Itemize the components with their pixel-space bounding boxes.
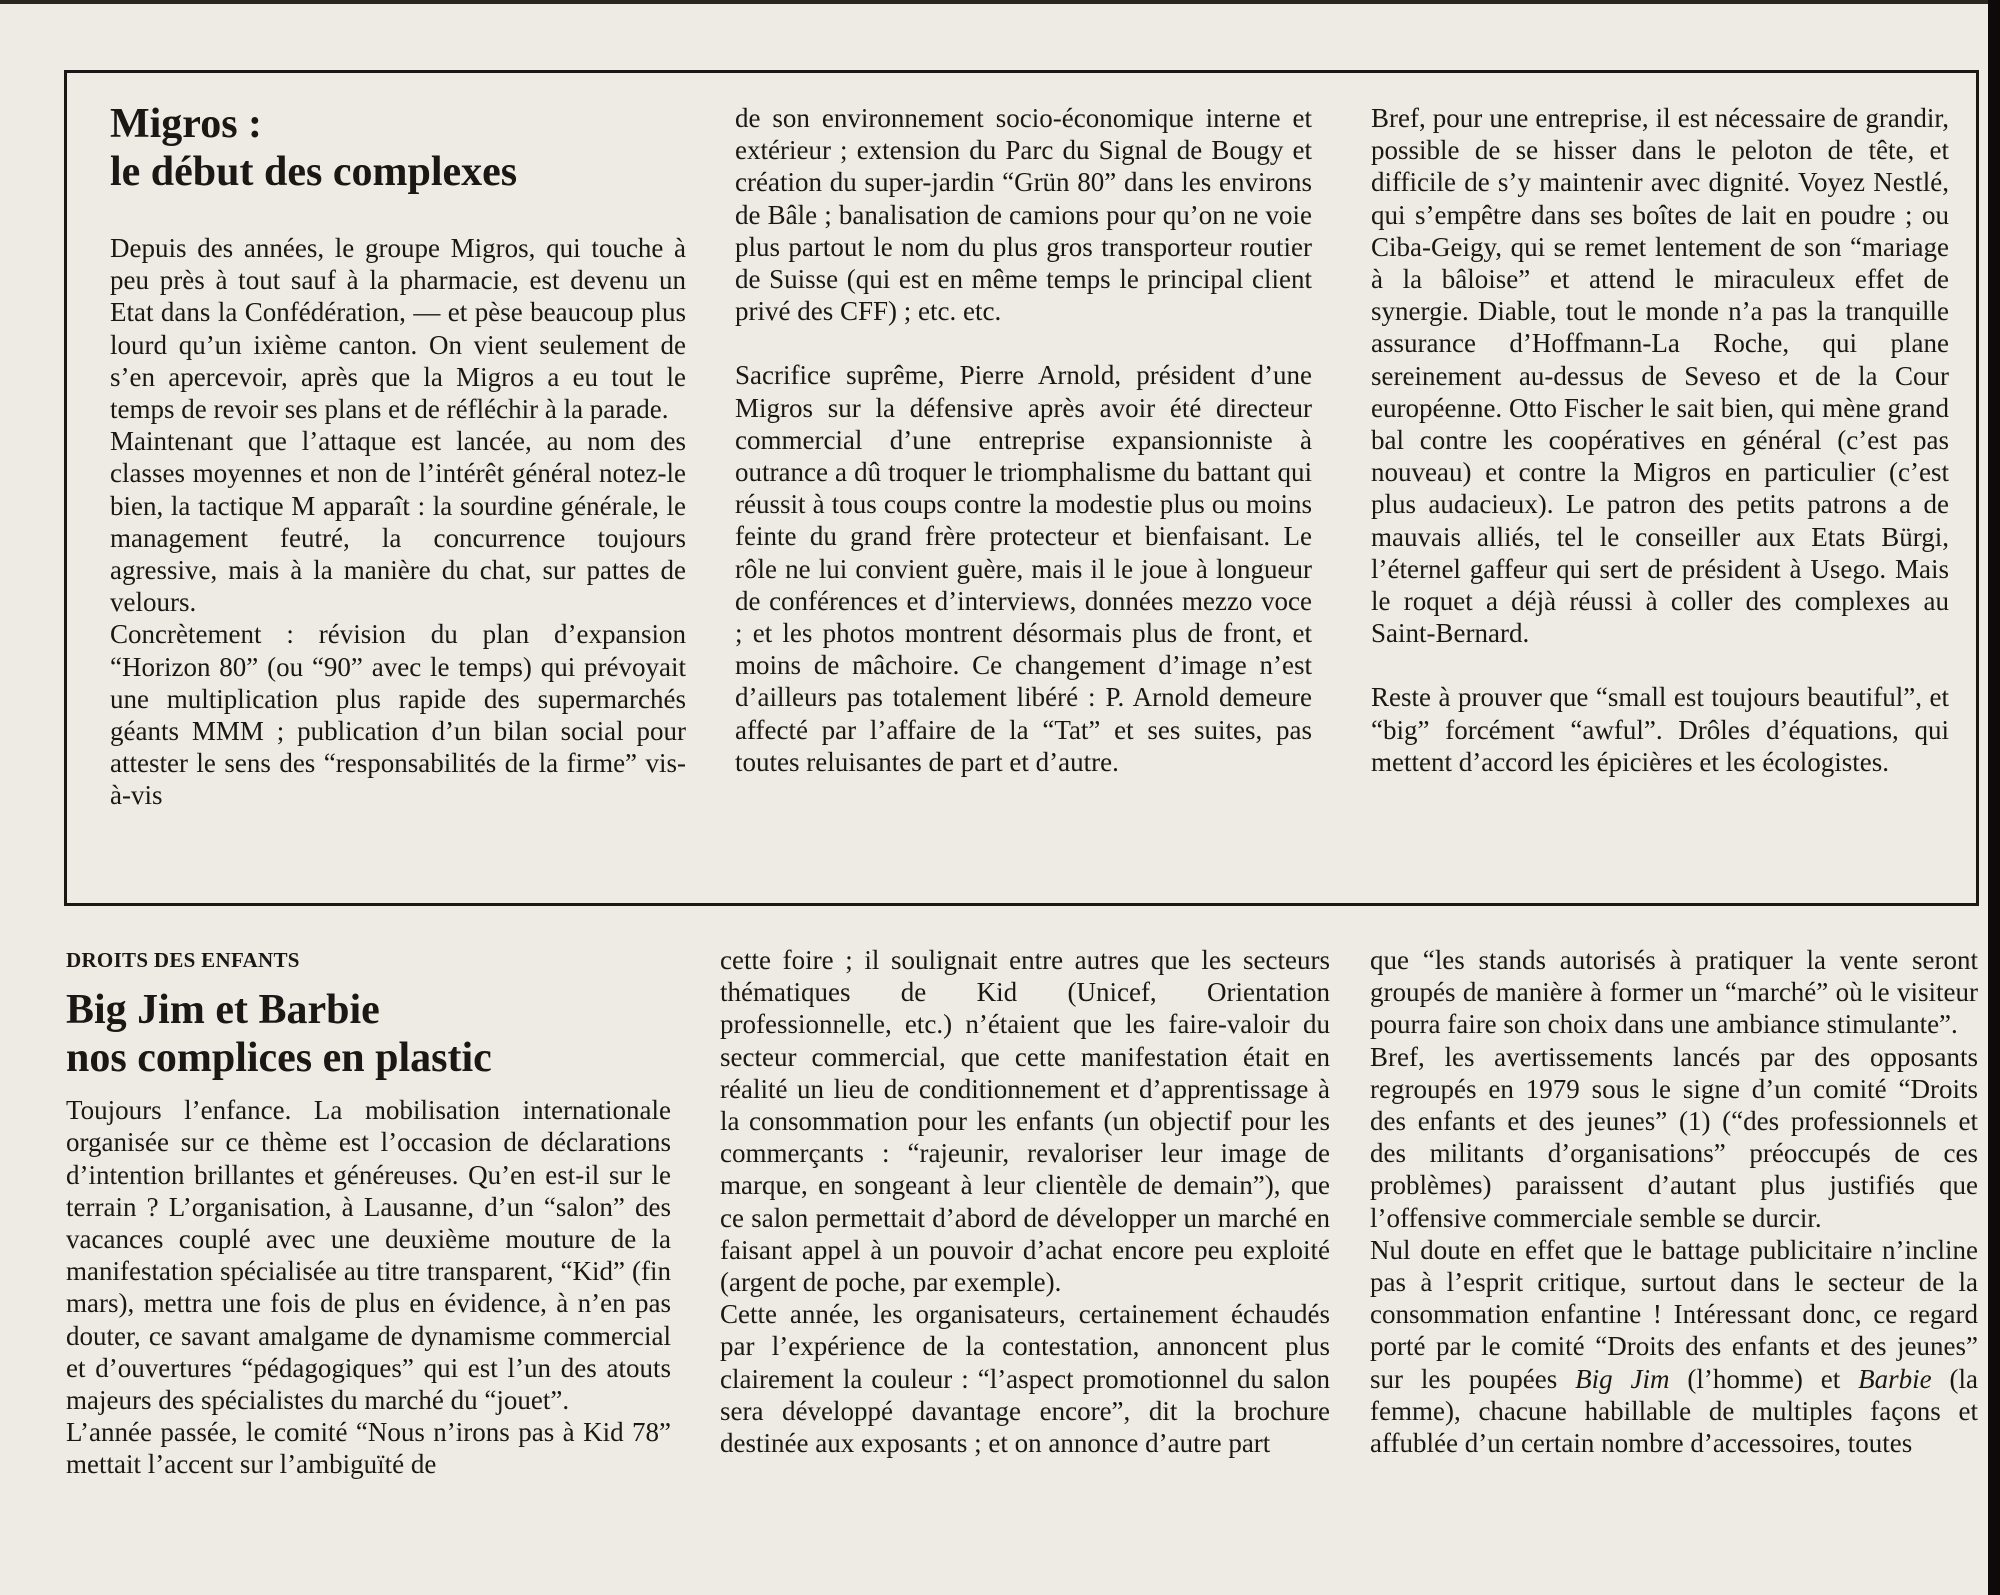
migros-col2-paragraph-2: Sacrifice suprême, Pierre Arnold, président d’une Migros sur la défensive après avoir été directeur commercial d’une entreprise expansionniste à outrance a dû troquer le triomphalisme du battant qui réussit à tous coups contre la modestie plus ou moins feinte du grand frère protecteur et bienfaisant. Le rôle ne lui convient guère, mais il le joue à longueur de conférences et d’interviews, données mezzo voce ; et les photos montrent désormais plus de front, et moins de mâchoire. Ce changement d’image n’est d’ailleurs pas totalement libéré : P. Arnold demeure affecté par l’affaire de la “Tat” et ses suites, pas toutes reluisantes de part et d’autre.	[735, 360, 1312, 777]
migros-col1-paragraph-1: Depuis des années, le groupe Migros, qui touche à peu près à tout sauf à la pharmacie, est devenu un Etat dans la Confédération, — et pèse beaucoup plus lourd qu’un ixième canton. On vient seulement de s’en apercevoir, après que la Migros a eu tout le temps de revoir ses plans et de réfléchir à la parade.	[110, 233, 686, 425]
barbie-headline-line-2: nos complices en plastic	[66, 1035, 492, 1082]
migros-col3-paragraph-1: Bref, pour une entreprise, il est nécessaire de grandir, possible de se hisser dans le peloton de tête, et difficile de s’y maintenir avec dignité. Voyez Nestlé, qui s’empêtre dans ses boîtes de lait en poudre ; ou Ciba-Geigy, qui se remet lentement de son “mariage à la bâloise” et attend le miraculeux effet de synergie. Diable, tout le monde n’a pas la tranquille assurance d’Hoffmann-La Roche, qui plane sereinement au-dessus de Seveso et de la Cour européenne. Otto Fischer le sait bien, qui mène grand bal contre les coopératives en général (c’est pas nouveau) et contre la Migros en particulier (c’est plus audacieux). Le patron des petits patrons a de mauvais alliés, tel le conseiller aux Etats Bürgi, l’éternel gaffeur qui sert de président à Usego. Mais le roquet a déjà réussi à coller des complexes au Saint-Bernard.	[1371, 103, 1949, 649]
barbie-column-2	[720, 944, 1330, 1459]
barbie-col3-paragraph-3	[1370, 1234, 1978, 1459]
barbie-col2-paragraph-2: Cette année, les organisateurs, certainement échaudés par l’expérience de la contestation, annoncent plus clairement la couleur : “l’aspect promotionnel du salon sera développé davantage encore”, dit la brochure destinée aux exposants ; et on annonce d’autre part	[720, 1299, 1330, 1459]
barbie-column-3	[1370, 944, 1978, 1459]
top-rule	[0, 0, 2000, 4]
barbie-col3-paragraph-2: Bref, les avertissements lancés par des opposants regroupés en 1979 sous le signe d’un comité “Droits des enfants et des jeunes” (1) (“des professionnels et des militants d’organisations” préoccupés de ces problèmes) paraissent d’autant plus justifiés que l’offensive commerciale semble se durcir.	[1370, 1041, 1978, 1233]
barbie-italic: Barbie	[1858, 1363, 1932, 1394]
migros-headline	[110, 100, 686, 196]
migros-col3-paragraph-2: Reste à prouver que “small est toujours beautiful”, et “big” forcément “awful”. Drôles d’équations, qui mettent d’accord les épicières et les écologistes.	[1371, 682, 1949, 777]
migros-col1-paragraph-2: Maintenant que l’attaque est lancée, au nom des classes moyennes et non de l’intérêt général notez-le bien, la tactique M apparaît : la sourdine générale, le management feutré, la concurrence toujours agressive, mais à la manière du chat, sur pattes de velours.	[110, 426, 686, 618]
paragraph-gap	[1371, 649, 1949, 681]
barbie-col1-paragraph-2: L’année passée, le comité “Nous n’irons pas à Kid 78” mettait l’accent sur l’ambiguïté de	[66, 1417, 671, 1480]
barbie-col2-paragraph-1: cette foire ; il soulignait entre autres que les secteurs thématiques de Kid (Unicef, Orientation professionnelle, etc.) n’étaient que les faire-valoir du secteur commercial, que cette manifestation était en réalité un lieu de conditionnement et d’apprentissage à la consommation pour les enfants (un objectif pour les commerçants : “rajeunir, revaloriser leur image de marque, en songeant à leur clientèle de demain”), que ce salon permettait d’abord de développer un marché en faisant appel à un pouvoir d’achat encore peu exploité (argent de poche, par exemple).	[720, 945, 1330, 1298]
migros-column-3	[1371, 102, 1949, 778]
barbie-column-1	[66, 944, 671, 1481]
migros-headline-line-2: le début des complexes	[110, 149, 518, 195]
migros-col1-paragraph-3: Concrètement : révision du plan d’expansion “Horizon 80” (ou “90” avec le temps) qui prévoyait une multiplication plus rapide des supermarchés géants MMM ; publication d’un bilan social pour attester le sens des “responsabilités de la firme” vis-à-vis	[110, 619, 686, 811]
paragraph-gap	[735, 327, 1312, 359]
migros-column-1	[110, 100, 686, 812]
barbie-col1-paragraph-1: Toujours l’enfance. La mobilisation internationale organisée sur ce thème est l’occasion de déclarations d’intention brillantes et généreuses. Qu’en est-il sur le terrain ? L’organisation, à Lausanne, d’un “salon” des vacances couplé avec une deuxième mouture de la manifestation spécialisée au titre transparent, “Kid” (fin mars), mettra une fois de plus en évidence, à n’en pas douter, ce savant amalgame de dynamisme commercial et d’ouvertures “pédagogiques” qui est l’un des atouts majeurs des spécialistes du marché du “jouet”.	[66, 1095, 671, 1416]
barbie-col3-p3-tail: (la femme), chacune habillable de multiples façons et affublée d’un certain nombre d’accessoires, toutes	[1370, 1363, 1979, 1459]
barbie-headline	[66, 986, 671, 1082]
barbie-col3-paragraph-1: que “les stands autorisés à pratiquer la vente seront groupés de manière à former un “marché” où le visiteur pourra faire son choix dans une ambiance stimulante”.	[1370, 945, 1978, 1040]
migros-headline-line-1: Migros :	[110, 101, 263, 147]
migros-col2-paragraph-1: de son environnement socio-économique interne et extérieur ; extension du Parc du Signal de Bougy et création du super-jardin “Grün 80” dans les environs de Bâle ; banalisation de camions pour qu’on ne voie plus partout le nom du plus gros transporteur routier de Suisse (qui est en même temps le principal client privé des CFF) ; etc. etc.	[735, 103, 1312, 327]
big-jim-italic: Big Jim	[1575, 1363, 1670, 1394]
migros-column-2	[735, 102, 1312, 778]
barbie-col3-p3-mid: (l’homme) et	[1687, 1363, 1841, 1394]
barbie-headline-line-1: Big Jim et Barbie	[66, 987, 380, 1034]
barbie-kicker: DROITS DES ENFANTS	[66, 948, 300, 972]
page-edge-shadow	[1988, 0, 2000, 1595]
barbie-col3-p3-text: Nul doute en effet que le battage publicitaire n’incline pas à l’esprit critique, surtout dans le secteur de la consommation enfantine ! Intéressant donc, ce regard porté par le comité “Droits des enfants et des jeunes” sur les poupées	[1370, 1234, 1978, 1394]
